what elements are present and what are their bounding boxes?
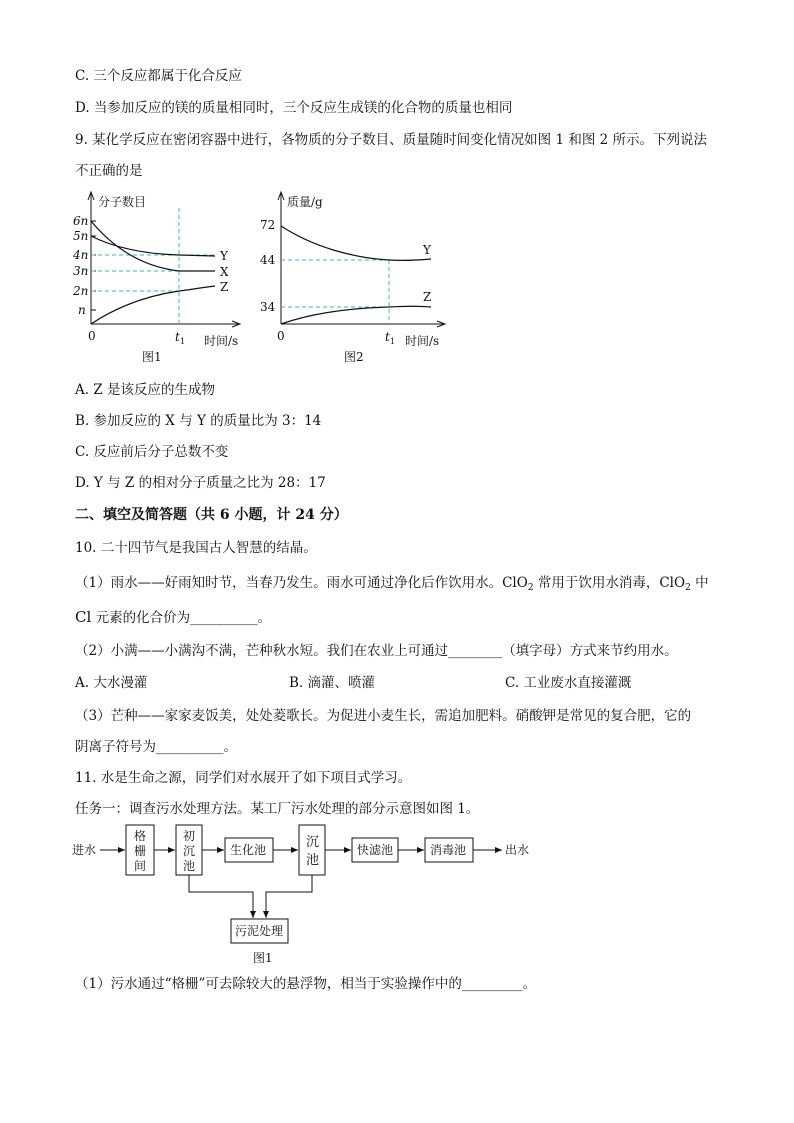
flow-grid-1: 格 (134, 829, 147, 843)
q10-part3-line1: （3）芒种——家家麦饭美，处处菱歌长。为促进小麦生长，需追加肥料。硝酸钾是常见的复合肥，它的 (75, 708, 692, 724)
flow-inlet: 进水 (72, 843, 97, 857)
fig2-origin: 0 (277, 329, 285, 343)
fig1-ylabel: 分子数目 (98, 195, 147, 209)
fig1-origin: 0 (88, 329, 96, 343)
fig1-ytick-3n: 3n (73, 264, 89, 278)
fig2-label-z: Z (423, 290, 432, 304)
q9-figure1 (70, 188, 260, 368)
fig2-t1-sub: 1 (390, 337, 396, 346)
fig2-curve-z (281, 306, 431, 324)
fig1-curve-x (91, 221, 215, 271)
fig1-t1-sub: 1 (180, 337, 186, 346)
fig2-ytick-44: 44 (260, 253, 276, 267)
q10-option-c: C. 工业废水直接灌溉 (505, 675, 632, 691)
q9-option-a: A. Z 是该反应的生成物 (75, 382, 216, 398)
flow-sludge: 污泥处理 (235, 924, 284, 938)
q9-option-c: C. 反应前后分子总数不变 (75, 444, 229, 460)
section2-title: 二、填空及简答题（共 6 小题，计 24 分） (75, 507, 348, 523)
q9-option-d: D. Y 与 Z 的相对分子质量之比为 28：17 (75, 475, 326, 491)
q11-task1: 任务一：调查污水处理方法。某工厂污水处理的部分示意图如图 1。 (75, 801, 480, 817)
flow-bio: 生化池 (230, 843, 267, 857)
q10-option-a: A. 大水漫灌 (75, 675, 148, 691)
fig1-ytick-5n: 5n (73, 229, 89, 243)
fig2-label-y: Y (423, 243, 431, 257)
q10-part3-line2: 阴离子符号为__________。 (75, 739, 237, 755)
flow-settle-2: 池 (306, 853, 320, 868)
clo2-formula-2: ClO (659, 575, 686, 591)
fig2-ytick-34: 34 (260, 300, 276, 314)
fig1-label-y: Y (220, 249, 228, 263)
q10-part2: （2）小满——小满沟不满，芒种秋水短。我们在农业上可通过________（填字母）方式来节约用水。 (75, 643, 678, 659)
fig1-caption: 图1 (142, 350, 162, 364)
fig2-ytick-72: 72 (260, 218, 276, 232)
q8-option-c: C. 三个反应都属于化合反应 (75, 68, 242, 84)
fig1-ytick-n: n (78, 303, 86, 317)
q9-figure2 (255, 188, 455, 368)
flow-caption: 图1 (253, 951, 273, 965)
flow-grid-2: 栅 (134, 844, 147, 858)
q11-part1: （1）污水通过“格栅”可去除较大的悬浮物，相当于实验操作中的_________。 (75, 976, 537, 992)
fig2-curve-y (281, 226, 431, 260)
fig2-xlabel: 时间/s (405, 334, 440, 348)
flow-grid-3: 间 (134, 859, 147, 873)
q10-option-b: B. 滴灌、喷灌 (289, 675, 376, 691)
fig1-xlabel: 时间/s (204, 334, 239, 348)
flow-fastfilter: 快滤池 (357, 843, 394, 857)
flow-primary-3: 池 (183, 859, 196, 873)
q11-flow-diagram (70, 822, 540, 967)
fig1-t1: t (175, 330, 180, 344)
flow-outlet: 出水 (505, 843, 530, 857)
fig1-ytick-2n: 2n (73, 284, 89, 298)
q9-stem-line2: 不正确的是 (75, 163, 143, 179)
fig2-caption: 图2 (344, 350, 364, 364)
q11-stem: 11. 水是生命之源，同学们对水展开了如下项目式学习。 (75, 770, 412, 786)
flow-primary-1: 初 (183, 829, 196, 843)
q8-option-d: D. 当参加反应的镁的质量相同时，三个反应生成镁的化合物的质量也相同 (75, 100, 513, 116)
fig1-ytick-4n: 4n (73, 248, 89, 262)
flow-disinfect: 消毒池 (430, 843, 467, 857)
flow-settle-1: 沉 (306, 835, 320, 850)
q10-part1-line1: （1）雨水——好雨知时节，当春乃发生。雨水可通过净化后作饮用水。ClO$_2$ 常用于饮用水消毒，ClO$_2$ 中 (75, 575, 709, 593)
fig1-label-z: Z (220, 280, 229, 294)
fig1-ytick-6n: 6n (73, 214, 89, 228)
q10-part1-line2: Cl 元素的化合价为__________。 (75, 608, 272, 626)
fig2-ylabel: 质量/g (287, 195, 323, 209)
q9-option-b: B. 参加反应的 X 与 Y 的质量比为 3：14 (75, 413, 322, 429)
fig1-label-x: X (220, 265, 229, 279)
fig1-curve-z (91, 286, 215, 324)
flow-primary-2: 沉 (183, 844, 196, 858)
q10-stem: 10. 二十四节气是我国古人智慧的结晶。 (75, 540, 317, 556)
fig2-t1: t (385, 330, 390, 344)
q9-stem-line1: 9. 某化学反应在密闭容器中进行，各物质的分子数目、质量随时间变化情况如图 1 和图 2 所示。下列说法 (75, 132, 708, 148)
clo2-formula-1: ClO (502, 575, 528, 591)
fig1-curve-y (91, 236, 215, 256)
